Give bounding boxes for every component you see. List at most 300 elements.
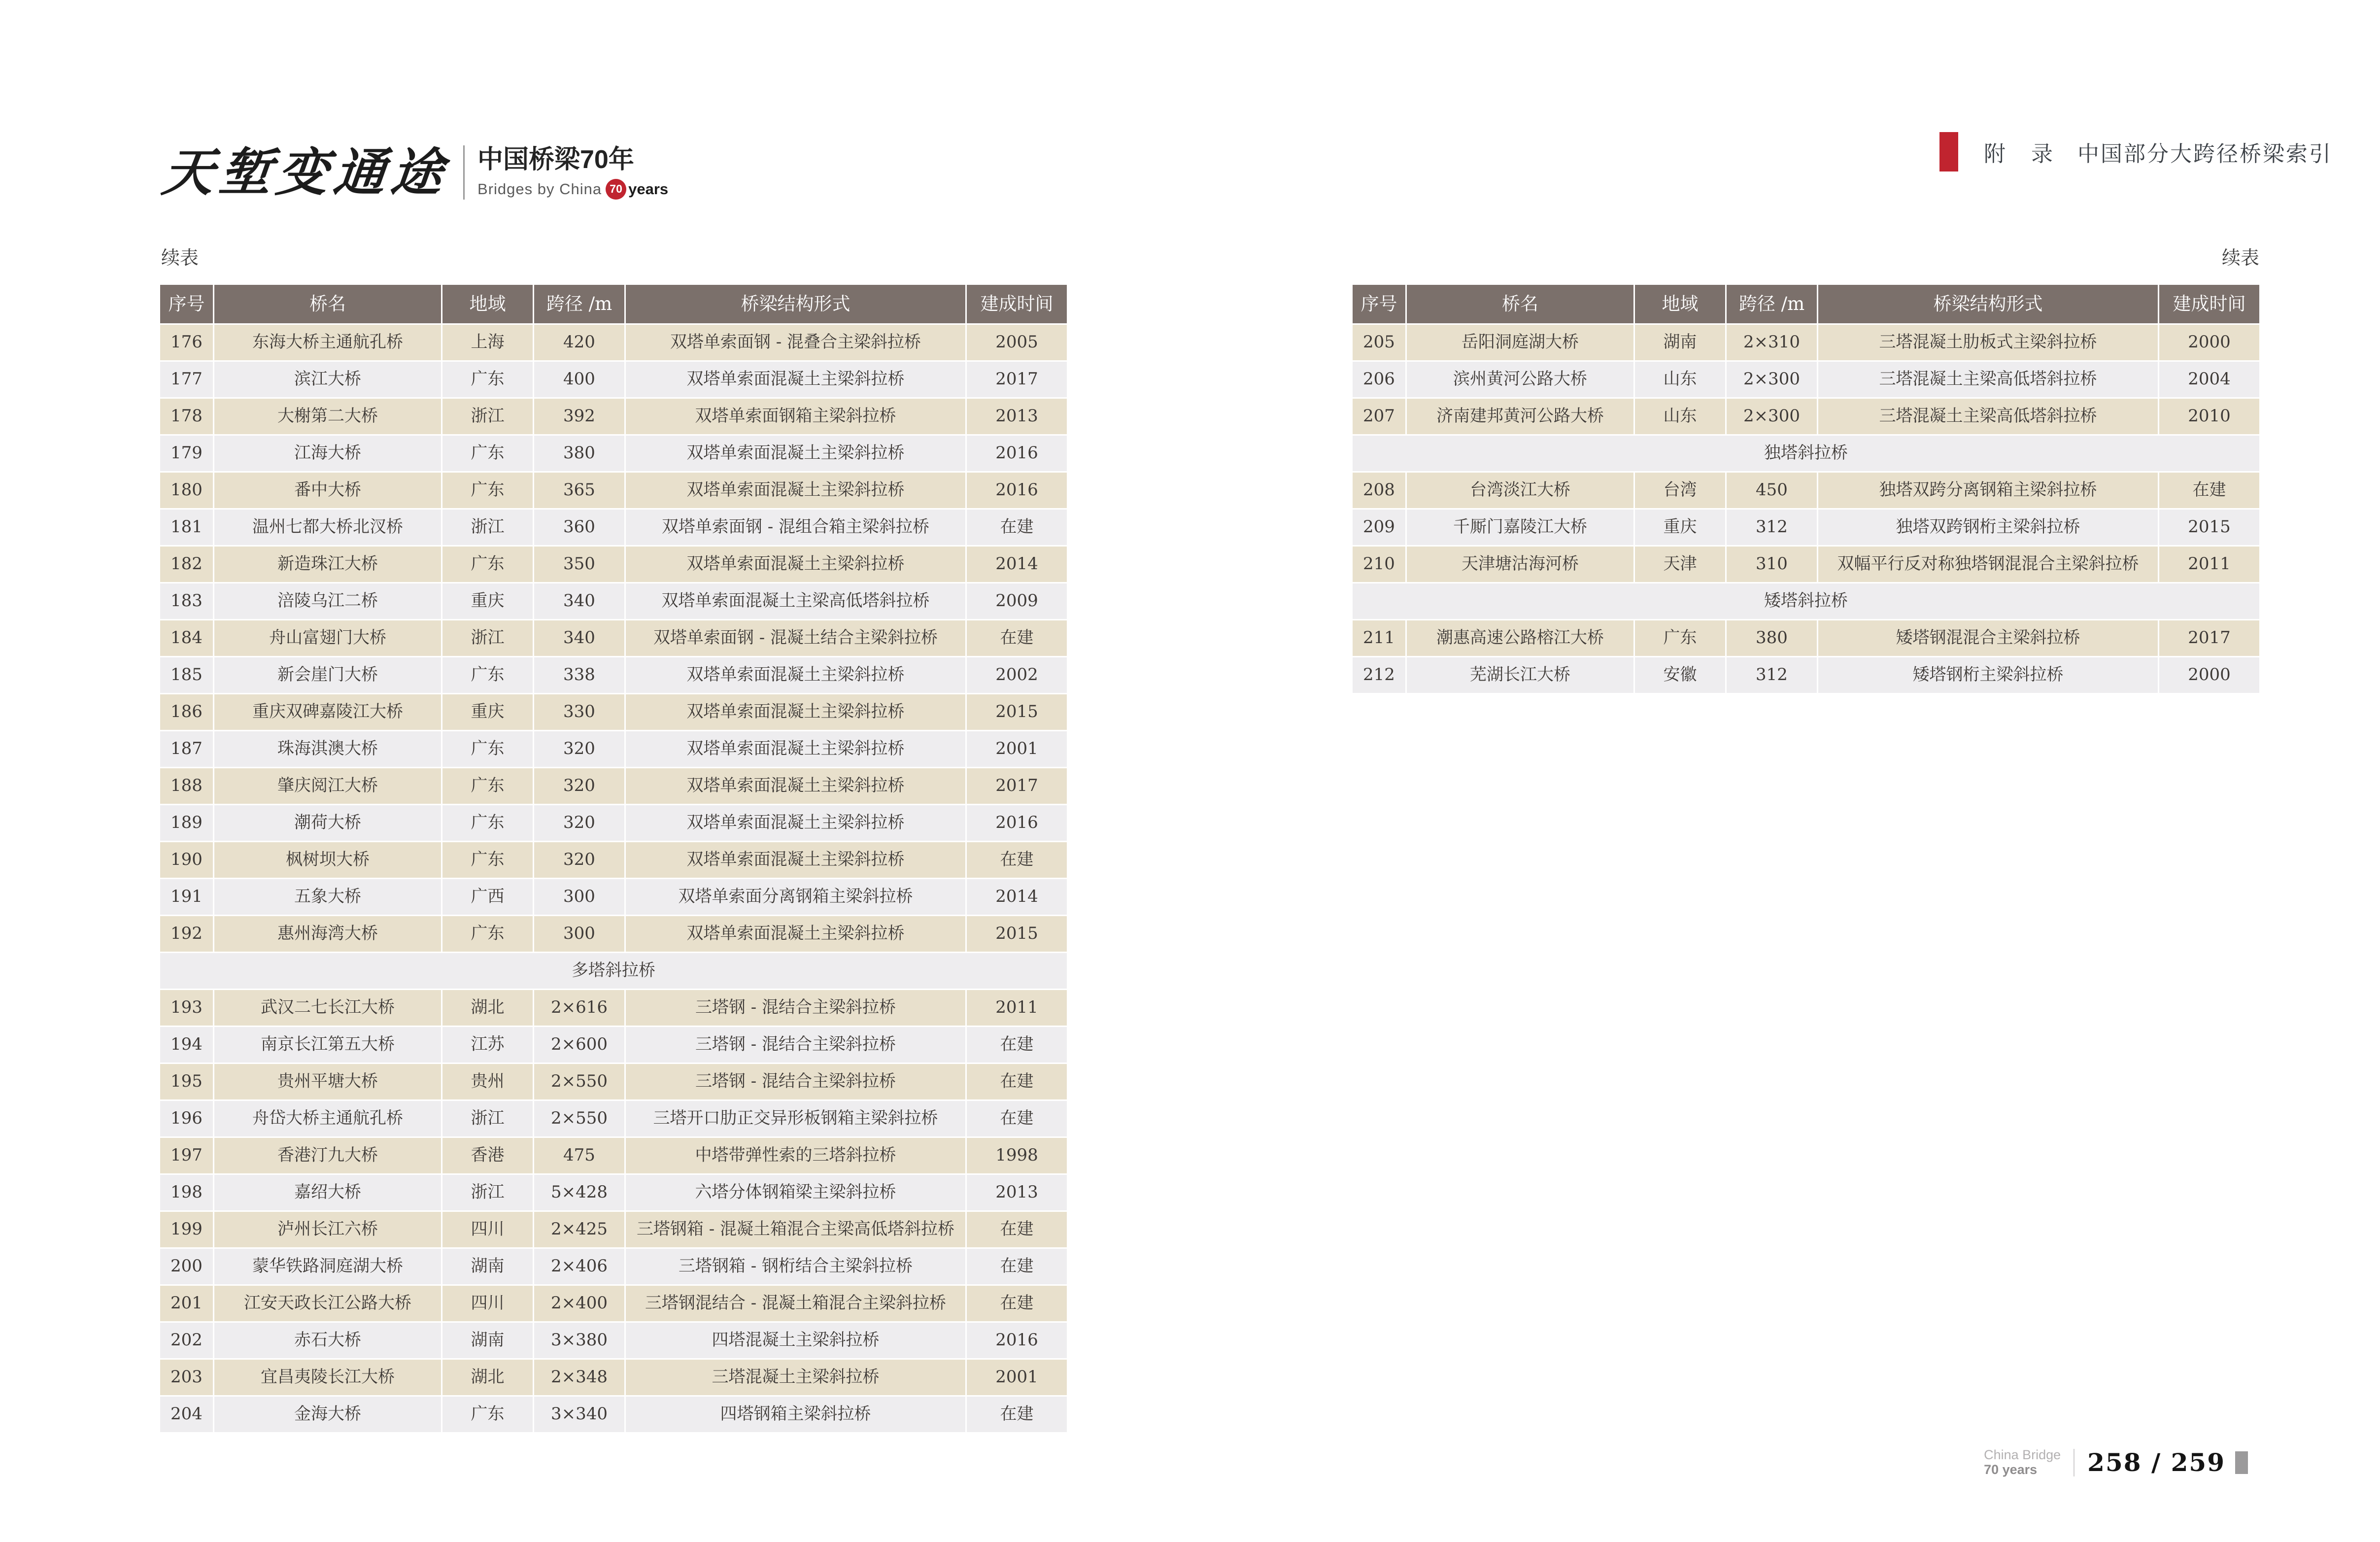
logo-title: 中国桥梁70年 [477,145,634,174]
cell-bridge-name: 江安天政长江公路大桥 [214,1286,441,1321]
cell-span: 380 [1727,620,1817,656]
cell-no: 192 [160,916,213,952]
cell-region: 湖南 [442,1249,533,1284]
cell-region: 广东 [442,768,533,804]
table-row [1353,510,2259,545]
cell-span: 300 [534,916,624,952]
cell-bridge-name: 重庆双碑嘉陵江大桥 [214,694,441,730]
cell-bridge-name: 千厮门嘉陵江大桥 [1407,510,1633,545]
cell-no: 197 [160,1138,213,1173]
table-row [1353,473,2259,508]
cell-region: 台湾 [1635,473,1725,508]
cell-structure: 双塔单索面混凝土主梁斜拉桥 [626,473,965,508]
continued-label-right: 续表 [2221,248,2259,269]
page-number: 258 / 259 [2087,1448,2225,1477]
cell-span: 2×406 [534,1249,624,1284]
table-row [160,362,1067,397]
cell-bridge-name: 江海大桥 [214,436,441,471]
cell-no: 203 [160,1360,213,1395]
cell-year: 2015 [967,694,1067,730]
cell-region: 广东 [442,473,533,508]
column-header: 桥名 [214,285,441,323]
logo-subtitle-en: Bridges by China [477,180,602,198]
cell-year: 在建 [967,1286,1067,1321]
cell-bridge-name: 宜昌夷陵长江大桥 [214,1360,441,1395]
cell-structure: 双塔单索面混凝土主梁斜拉桥 [626,436,965,471]
cell-region: 贵州 [442,1064,533,1099]
column-header: 建成时间 [2159,285,2259,323]
cell-no: 196 [160,1101,213,1136]
table-row [160,1175,1067,1210]
cell-structure: 双塔单索面钢 - 混叠合主梁斜拉桥 [626,325,965,360]
cell-span: 320 [534,842,624,878]
table-row [160,325,1067,360]
cell-bridge-name: 蒙华铁路洞庭湖大桥 [214,1249,441,1284]
cell-region: 四川 [442,1286,533,1321]
cell-span: 450 [1727,473,1817,508]
section-row [160,953,1067,989]
footer-brand [1984,1448,2061,1477]
cell-bridge-name: 东海大桥主通航孔桥 [214,325,441,360]
cell-no: 190 [160,842,213,878]
cell-span: 320 [534,731,624,767]
cell-span: 420 [534,325,624,360]
cell-no: 180 [160,473,213,508]
cell-span: 340 [534,583,624,619]
cell-span: 2×400 [534,1286,624,1321]
column-header: 桥名 [1407,285,1633,323]
cell-bridge-name: 金海大桥 [214,1397,441,1432]
cell-structure: 三塔钢 - 混结合主梁斜拉桥 [626,1064,965,1099]
continued-label-left: 续表 [161,248,199,269]
cell-bridge-name: 潮荷大桥 [214,805,441,841]
cell-region: 上海 [442,325,533,360]
logo-calligraphy: 天堑变通途 [159,142,452,203]
table-row [160,731,1067,767]
cell-year: 2015 [2159,510,2259,545]
cell-year: 2001 [967,731,1067,767]
cell-structure: 三塔钢箱 - 钢桁结合主梁斜拉桥 [626,1249,965,1284]
cell-region: 江苏 [442,1027,533,1062]
cell-bridge-name: 济南建邦黄河公路大桥 [1407,399,1633,434]
cell-bridge-name: 珠海淇澳大桥 [214,731,441,767]
cell-bridge-name: 新造珠江大桥 [214,547,441,582]
bridge-table-left [160,285,1067,1432]
table-row [160,436,1067,471]
cell-region: 广东 [442,842,533,878]
cell-structure: 三塔钢 - 混结合主梁斜拉桥 [626,990,965,1026]
cell-year: 在建 [967,510,1067,545]
table-row [160,1212,1067,1247]
cell-span: 475 [534,1138,624,1173]
cell-span: 2×600 [534,1027,624,1062]
table-row [160,1249,1067,1284]
table-row [160,1101,1067,1136]
cell-year: 2015 [967,916,1067,952]
column-header: 桥梁结构形式 [626,285,965,323]
cell-structure: 三塔钢混结合 - 混凝土箱混合主梁斜拉桥 [626,1286,965,1321]
footer-brand-line1: China Bridge [1984,1447,2061,1462]
cell-region: 浙江 [442,1175,533,1210]
cell-structure: 三塔钢箱 - 混凝土箱混合主梁高低塔斜拉桥 [626,1212,965,1247]
cell-structure: 三塔开口肋正交异形板钢箱主梁斜拉桥 [626,1101,965,1136]
red-accent-bar [1939,132,1958,171]
table-row [160,510,1067,545]
section-label: 多塔斜拉桥 [160,953,1067,989]
cell-region: 湖南 [1635,325,1725,360]
cell-span: 350 [534,547,624,582]
cell-span: 400 [534,362,624,397]
footer-square-mark [2235,1451,2248,1474]
cell-region: 广东 [1635,620,1725,656]
logo-badge-suffix: years [628,180,669,198]
cell-year: 在建 [967,1249,1067,1284]
cell-region: 广东 [442,547,533,582]
cell-year: 2016 [967,436,1067,471]
cell-year: 2017 [2159,620,2259,656]
table-row [160,1027,1067,1062]
cell-no: 188 [160,768,213,804]
cell-year: 在建 [2159,473,2259,508]
cell-year: 2002 [967,657,1067,693]
cell-year: 2011 [967,990,1067,1026]
cell-structure: 六塔分体钢箱梁主梁斜拉桥 [626,1175,965,1210]
table-row [160,990,1067,1026]
cell-span: 2×616 [534,990,624,1026]
cell-region: 广东 [442,916,533,952]
cell-year: 2000 [2159,325,2259,360]
table-row [1353,547,2259,582]
cell-year: 2013 [967,399,1067,434]
cell-structure: 双塔单索面混凝土主梁斜拉桥 [626,805,965,841]
cell-structure: 独塔双跨钢桁主梁斜拉桥 [1818,510,2158,545]
cell-year: 2011 [2159,547,2259,582]
cell-no: 211 [1353,620,1405,656]
cell-year: 在建 [967,1212,1067,1247]
cell-no: 179 [160,436,213,471]
cell-year: 在建 [967,620,1067,656]
cell-no: 177 [160,362,213,397]
cell-no: 208 [1353,473,1405,508]
cell-year: 1998 [967,1138,1067,1173]
cell-year: 2005 [967,325,1067,360]
cell-bridge-name: 涪陵乌江二桥 [214,583,441,619]
table-row [160,620,1067,656]
appendix-title: 中国部分大跨径桥梁索引 [2077,142,2332,166]
cell-bridge-name: 芜湖长江大桥 [1407,657,1633,693]
cell-region: 广东 [442,436,533,471]
table-row [160,1323,1067,1358]
cell-span: 3×380 [534,1323,624,1358]
cell-span: 380 [534,436,624,471]
cell-region: 山东 [1635,399,1725,434]
cell-region: 浙江 [442,1101,533,1136]
column-header: 桥梁结构形式 [1818,285,2158,323]
table-header-row [1353,285,2259,323]
logo-text-block [477,145,668,200]
cell-no: 201 [160,1286,213,1321]
cell-structure: 双幅平行反对称独塔钢混混合主梁斜拉桥 [1818,547,2158,582]
cell-structure: 双塔单索面钢 - 混凝土结合主梁斜拉桥 [626,620,965,656]
cell-region: 广东 [442,657,533,693]
cell-region: 浙江 [442,399,533,434]
cell-year: 在建 [967,1027,1067,1062]
cell-structure: 双塔单索面混凝土主梁斜拉桥 [626,657,965,693]
column-header: 跨径 /m [534,285,624,323]
cell-no: 193 [160,990,213,1026]
cell-structure: 双塔单索面混凝土主梁斜拉桥 [626,731,965,767]
cell-span: 2×300 [1727,362,1817,397]
section-label: 矮塔斜拉桥 [1353,583,2259,619]
cell-span: 392 [534,399,624,434]
logo-divider [463,145,465,200]
cell-region: 重庆 [442,583,533,619]
table-row [160,916,1067,952]
column-header: 跨径 /m [1727,285,1817,323]
cell-span: 3×340 [534,1397,624,1432]
cell-bridge-name: 岳阳洞庭湖大桥 [1407,325,1633,360]
cell-year: 2009 [967,583,1067,619]
table-row [160,1064,1067,1099]
cell-structure: 双塔单索面混凝土主梁斜拉桥 [626,916,965,952]
cell-no: 194 [160,1027,213,1062]
cell-span: 2×550 [534,1101,624,1136]
cell-bridge-name: 舟岱大桥主通航孔桥 [214,1101,441,1136]
cell-structure: 三塔钢 - 混结合主梁斜拉桥 [626,1027,965,1062]
cell-region: 湖南 [442,1323,533,1358]
section-row [1353,583,2259,619]
cell-bridge-name: 五象大桥 [214,879,441,915]
cell-year: 2016 [967,1323,1067,1358]
cell-region: 山东 [1635,362,1725,397]
cell-year: 2013 [967,1175,1067,1210]
cell-region: 香港 [442,1138,533,1173]
section-row [1353,436,2259,471]
cell-year: 2017 [967,362,1067,397]
column-header: 建成时间 [967,285,1067,323]
cell-year: 在建 [967,1397,1067,1432]
cell-region: 重庆 [442,694,533,730]
cell-structure: 三塔混凝土主梁斜拉桥 [626,1360,965,1395]
cell-no: 209 [1353,510,1405,545]
cell-bridge-name: 台湾淡江大桥 [1407,473,1633,508]
cell-span: 320 [534,768,624,804]
cell-region: 广东 [442,362,533,397]
logo-subtitle-row [477,179,668,200]
cell-no: 185 [160,657,213,693]
cell-no: 200 [160,1249,213,1284]
cell-structure: 双塔单索面分离钢箱主梁斜拉桥 [626,879,965,915]
cell-bridge-name: 滨江大桥 [214,362,441,397]
cell-region: 浙江 [442,510,533,545]
cell-span: 2×310 [1727,325,1817,360]
table-row [160,1138,1067,1173]
cell-no: 182 [160,547,213,582]
cell-structure: 双塔单索面混凝土主梁斜拉桥 [626,362,965,397]
cell-bridge-name: 枫树坝大桥 [214,842,441,878]
cell-bridge-name: 香港汀九大桥 [214,1138,441,1173]
cell-region: 天津 [1635,547,1725,582]
table-row [160,805,1067,841]
cell-structure: 四塔混凝土主梁斜拉桥 [626,1323,965,1358]
bridge-table-right [1353,285,2259,693]
appendix-header [1939,132,2332,171]
cell-year: 2016 [967,805,1067,841]
cell-span: 2×300 [1727,399,1817,434]
cell-region: 广东 [442,805,533,841]
cell-region: 广东 [442,731,533,767]
cell-span: 2×425 [534,1212,624,1247]
column-header: 地域 [442,285,533,323]
cell-year: 2017 [967,768,1067,804]
cell-region: 湖北 [442,990,533,1026]
cell-structure: 双塔单索面混凝土主梁斜拉桥 [626,842,965,878]
cell-span: 312 [1727,510,1817,545]
cell-year: 在建 [967,1101,1067,1136]
cell-span: 5×428 [534,1175,624,1210]
cell-no: 184 [160,620,213,656]
table-row [1353,362,2259,397]
table-row [160,583,1067,619]
cell-structure: 矮塔钢桁主梁斜拉桥 [1818,657,2158,693]
cell-bridge-name: 新会崖门大桥 [214,657,441,693]
cell-no: 187 [160,731,213,767]
cell-structure: 独塔双跨分离钢箱主梁斜拉桥 [1818,473,2158,508]
cell-bridge-name: 赤石大桥 [214,1323,441,1358]
cell-span: 338 [534,657,624,693]
table-row [160,399,1067,434]
column-header: 地域 [1635,285,1725,323]
cell-no: 191 [160,879,213,915]
cell-bridge-name: 南京长江第五大桥 [214,1027,441,1062]
cell-no: 181 [160,510,213,545]
cell-structure: 双塔单索面钢 - 混组合箱主梁斜拉桥 [626,510,965,545]
appendix-label: 附 录 [1984,142,2055,166]
cell-structure: 双塔单索面混凝土主梁高低塔斜拉桥 [626,583,965,619]
table-row [1353,399,2259,434]
table-row [160,879,1067,915]
column-header: 序号 [160,285,213,323]
cell-structure: 双塔单索面混凝土主梁斜拉桥 [626,694,965,730]
table-row [1353,325,2259,360]
cell-span: 320 [534,805,624,841]
cell-bridge-name: 滨州黄河公路大桥 [1407,362,1633,397]
table-row [1353,657,2259,693]
cell-bridge-name: 番中大桥 [214,473,441,508]
cell-no: 183 [160,583,213,619]
cell-span: 365 [534,473,624,508]
cell-structure: 三塔混凝土肋板式主梁斜拉桥 [1818,325,2158,360]
cell-span: 310 [1727,547,1817,582]
cell-no: 204 [160,1397,213,1432]
cell-no: 207 [1353,399,1405,434]
cell-structure: 双塔单索面钢箱主梁斜拉桥 [626,399,965,434]
cell-region: 浙江 [442,620,533,656]
cell-region: 广东 [442,1397,533,1432]
cell-bridge-name: 贵州平塘大桥 [214,1064,441,1099]
cell-no: 198 [160,1175,213,1210]
cell-no: 186 [160,694,213,730]
cell-no: 205 [1353,325,1405,360]
table-row [160,842,1067,878]
cell-span: 2×348 [534,1360,624,1395]
cell-structure: 中塔带弹性索的三塔斜拉桥 [626,1138,965,1173]
column-header: 序号 [1353,285,1405,323]
brand-logo [159,142,669,203]
cell-bridge-name: 肇庆阅江大桥 [214,768,441,804]
cell-span: 330 [534,694,624,730]
cell-bridge-name: 大榭第二大桥 [214,399,441,434]
table-row [160,694,1067,730]
cell-span: 300 [534,879,624,915]
cell-bridge-name: 舟山富翅门大桥 [214,620,441,656]
cell-year: 2014 [967,547,1067,582]
cell-year: 2010 [2159,399,2259,434]
cell-region: 四川 [442,1212,533,1247]
page-footer [1984,1448,2248,1477]
cell-no: 176 [160,325,213,360]
cell-bridge-name: 惠州海湾大桥 [214,916,441,952]
cell-structure: 三塔混凝土主梁高低塔斜拉桥 [1818,362,2158,397]
cell-bridge-name: 泸州长江六桥 [214,1212,441,1247]
cell-year: 在建 [967,842,1067,878]
cell-year: 2000 [2159,657,2259,693]
cell-no: 178 [160,399,213,434]
table-row [160,1286,1067,1321]
cell-structure: 四塔钢箱主梁斜拉桥 [626,1397,965,1432]
cell-no: 195 [160,1064,213,1099]
cell-region: 安徽 [1635,657,1725,693]
cell-year: 2016 [967,473,1067,508]
cell-no: 189 [160,805,213,841]
cell-region: 广西 [442,879,533,915]
cell-span: 2×550 [534,1064,624,1099]
cell-bridge-name: 嘉绍大桥 [214,1175,441,1210]
cell-no: 202 [160,1323,213,1358]
cell-no: 199 [160,1212,213,1247]
cell-year: 2014 [967,879,1067,915]
cell-span: 312 [1727,657,1817,693]
cell-span: 340 [534,620,624,656]
table-row [160,473,1067,508]
cell-structure: 三塔混凝土主梁高低塔斜拉桥 [1818,399,2158,434]
table-row [1353,620,2259,656]
cell-structure: 双塔单索面混凝土主梁斜拉桥 [626,547,965,582]
cell-structure: 矮塔钢混混合主梁斜拉桥 [1818,620,2158,656]
cell-region: 湖北 [442,1360,533,1395]
cell-no: 206 [1353,362,1405,397]
footer-brand-line2: 70 years [1984,1462,2038,1477]
table-row [160,657,1067,693]
cell-bridge-name: 潮惠高速公路榕江大桥 [1407,620,1633,656]
cell-bridge-name: 武汉二七长江大桥 [214,990,441,1026]
table-row [160,1397,1067,1432]
cell-year: 2004 [2159,362,2259,397]
section-label: 独塔斜拉桥 [1353,436,2259,471]
cell-year: 2001 [967,1360,1067,1395]
cell-structure: 双塔单索面混凝土主梁斜拉桥 [626,768,965,804]
table-row [160,1360,1067,1395]
cell-span: 360 [534,510,624,545]
cell-year: 在建 [967,1064,1067,1099]
cell-bridge-name: 天津塘沽海河桥 [1407,547,1633,582]
cell-no: 212 [1353,657,1405,693]
cell-no: 210 [1353,547,1405,582]
table-row [160,547,1067,582]
cell-bridge-name: 温州七都大桥北汊桥 [214,510,441,545]
table-row [160,768,1067,804]
logo-70-badge: 70 [606,179,626,200]
